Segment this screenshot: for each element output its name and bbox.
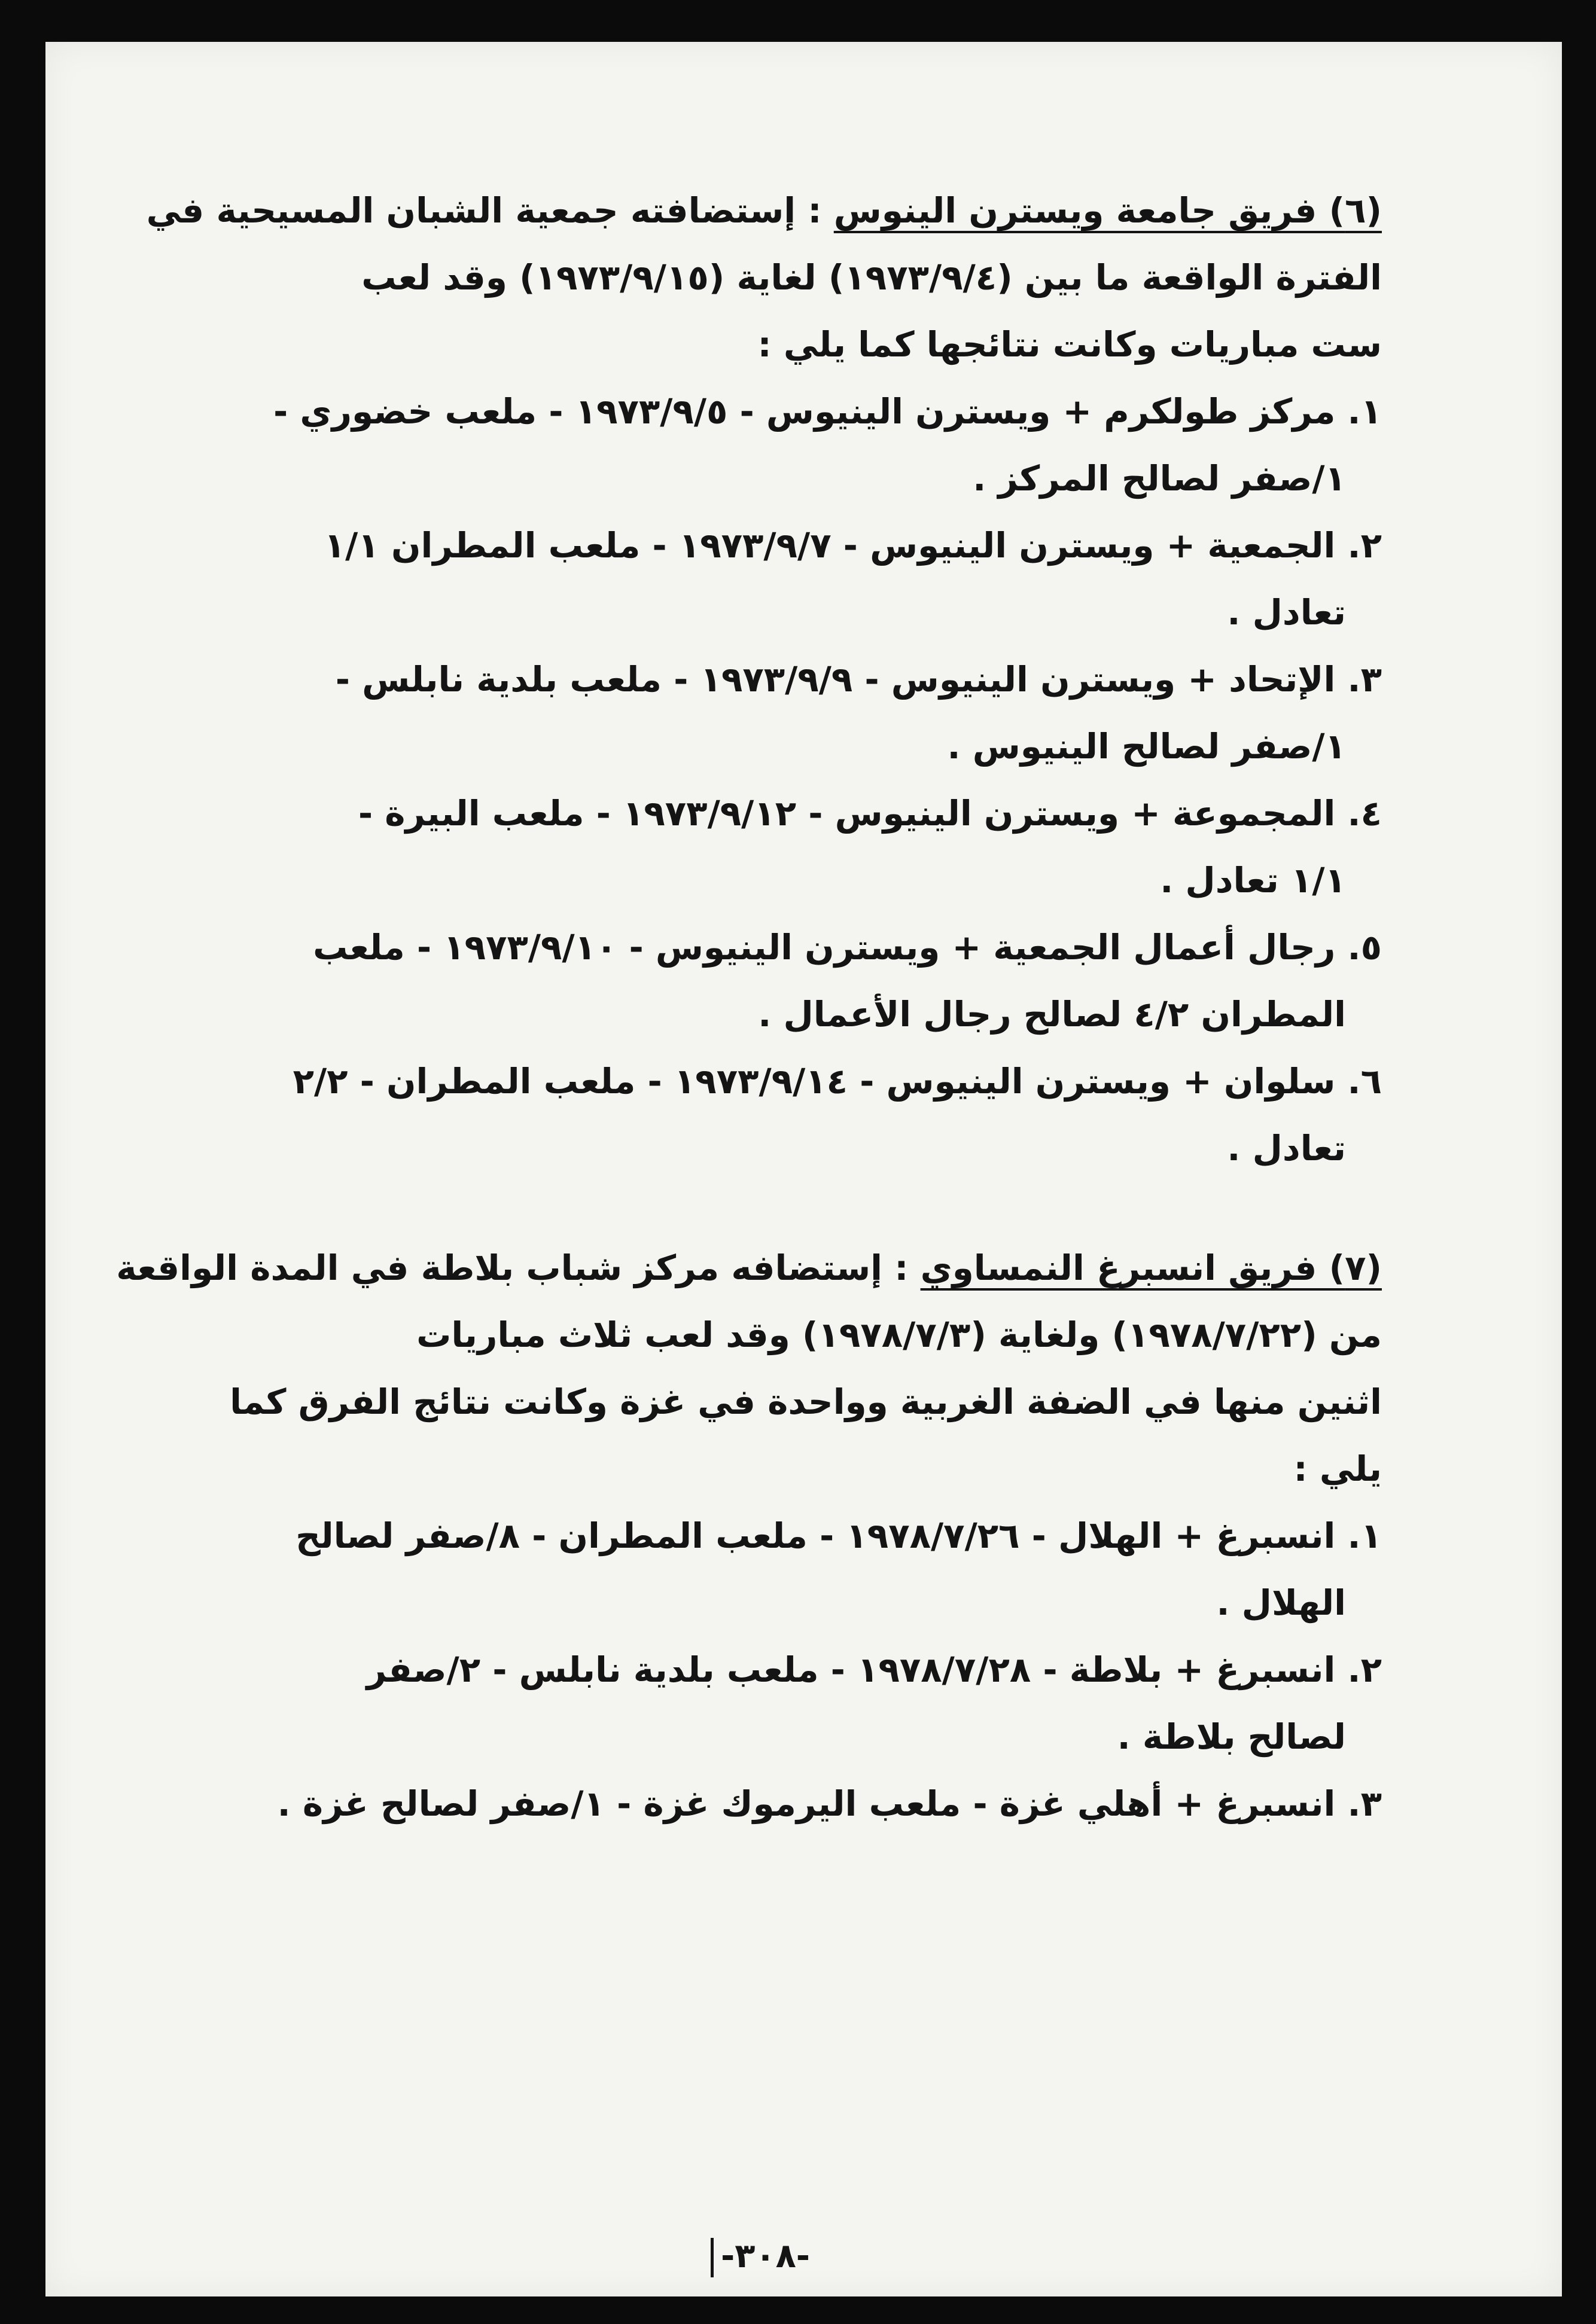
s6-item4-a: ٤. المجموعة + ويسترن الينيوس - ١٩٧٣/٩/١٢ - ملعب البيرة -: [358, 793, 1382, 834]
s6-item2-b: تعادل .: [1227, 592, 1346, 633]
section6-line1-rest: : إستضافته جمعية الشبان المسيحية في: [146, 190, 834, 231]
s6-item6-b: تعادل .: [1227, 1128, 1346, 1169]
document-body: [116, 0, 1382, 2324]
s6-item3-b: ١/صفر لصالح الينيوس .: [947, 726, 1346, 767]
s7-item2-b: لصالح بلاطة .: [1117, 1716, 1346, 1757]
section6-line3: ست مباريات وكانت نتائجها كما يلي :: [757, 324, 1382, 365]
section7-line2: من (١٩٧٨/٧/٢٢) ولغاية (١٩٧٨/٧/٣) وقد لعب ثلاث مباريات: [416, 1315, 1382, 1355]
s6-item5-b: المطران ٤/٢ لصالح رجال الأعمال .: [758, 994, 1346, 1035]
s6-item4-b: ١/١ تعادل .: [1160, 860, 1346, 901]
section7-line1: [116, 1248, 1382, 1288]
s7-item1-a: ١. انسبرغ + الهلال - ١٩٧٨/٧/٢٦ - ملعب المطران - ٨/صفر لصالح: [296, 1515, 1382, 1556]
section7-line4: يلي :: [1293, 1448, 1382, 1489]
s6-item1-a: ١. مركز طولكرم + ويسترن الينيوس - ١٩٧٣/٩/٥ - ملعب خضوري -: [273, 391, 1382, 432]
section6-heading: (٦) فريق جامعة ويسترن الينوس: [833, 190, 1382, 231]
section6-line1: [147, 190, 1382, 231]
s6-item1-b: ١/صفر لصالح المركز .: [973, 458, 1346, 499]
page-number: -٣٠٨-: [721, 2237, 811, 2276]
s6-item2-a: ٢. الجمعية + ويسترن الينيوس - ١٩٧٣/٩/٧ - ملعب المطران ١/١: [324, 525, 1382, 566]
section7-line3: اثنين منها في الضفة الغربية وواحدة في غزة وكانت نتائج الفرق كما: [230, 1381, 1382, 1422]
section6-line2: الفترة الواقعة ما بين (١٩٧٣/٩/٤) لغاية (١٩٧٣/٩/١٥) وقد لعب: [361, 257, 1382, 298]
s7-item1-b: الهلال .: [1216, 1582, 1346, 1623]
s6-item6-a: ٦. سلوان + ويسترن الينيوس - ١٩٧٣/٩/١٤ - ملعب المطران - ٢/٢: [293, 1061, 1382, 1102]
s7-item2-a: ٢. انسبرغ + بلاطة - ١٩٧٨/٧/٢٨ - ملعب بلدية نابلس - ٢/صفر: [366, 1649, 1382, 1690]
section7-line1-rest: : إستضافه مركز شباب بلاطة في المدة الواقعة: [116, 1248, 921, 1288]
section7-heading: (٧) فريق انسبرغ النمساوي: [920, 1248, 1382, 1288]
s7-item3-a: ٣. انسبرغ + أهلي غزة - ملعب اليرموك غزة - ١/صفر لصالح غزة .: [277, 1783, 1382, 1824]
page-number-mark: [711, 2238, 714, 2277]
s6-item3-a: ٣. الإتحاد + ويسترن الينيوس - ١٩٧٣/٩/٩ - ملعب بلدية نابلس -: [335, 659, 1382, 700]
s6-item5-a: ٥. رجال أعمال الجمعية + ويسترن الينيوس - ١٩٧٣/٩/١٠ - ملعب: [313, 927, 1382, 968]
